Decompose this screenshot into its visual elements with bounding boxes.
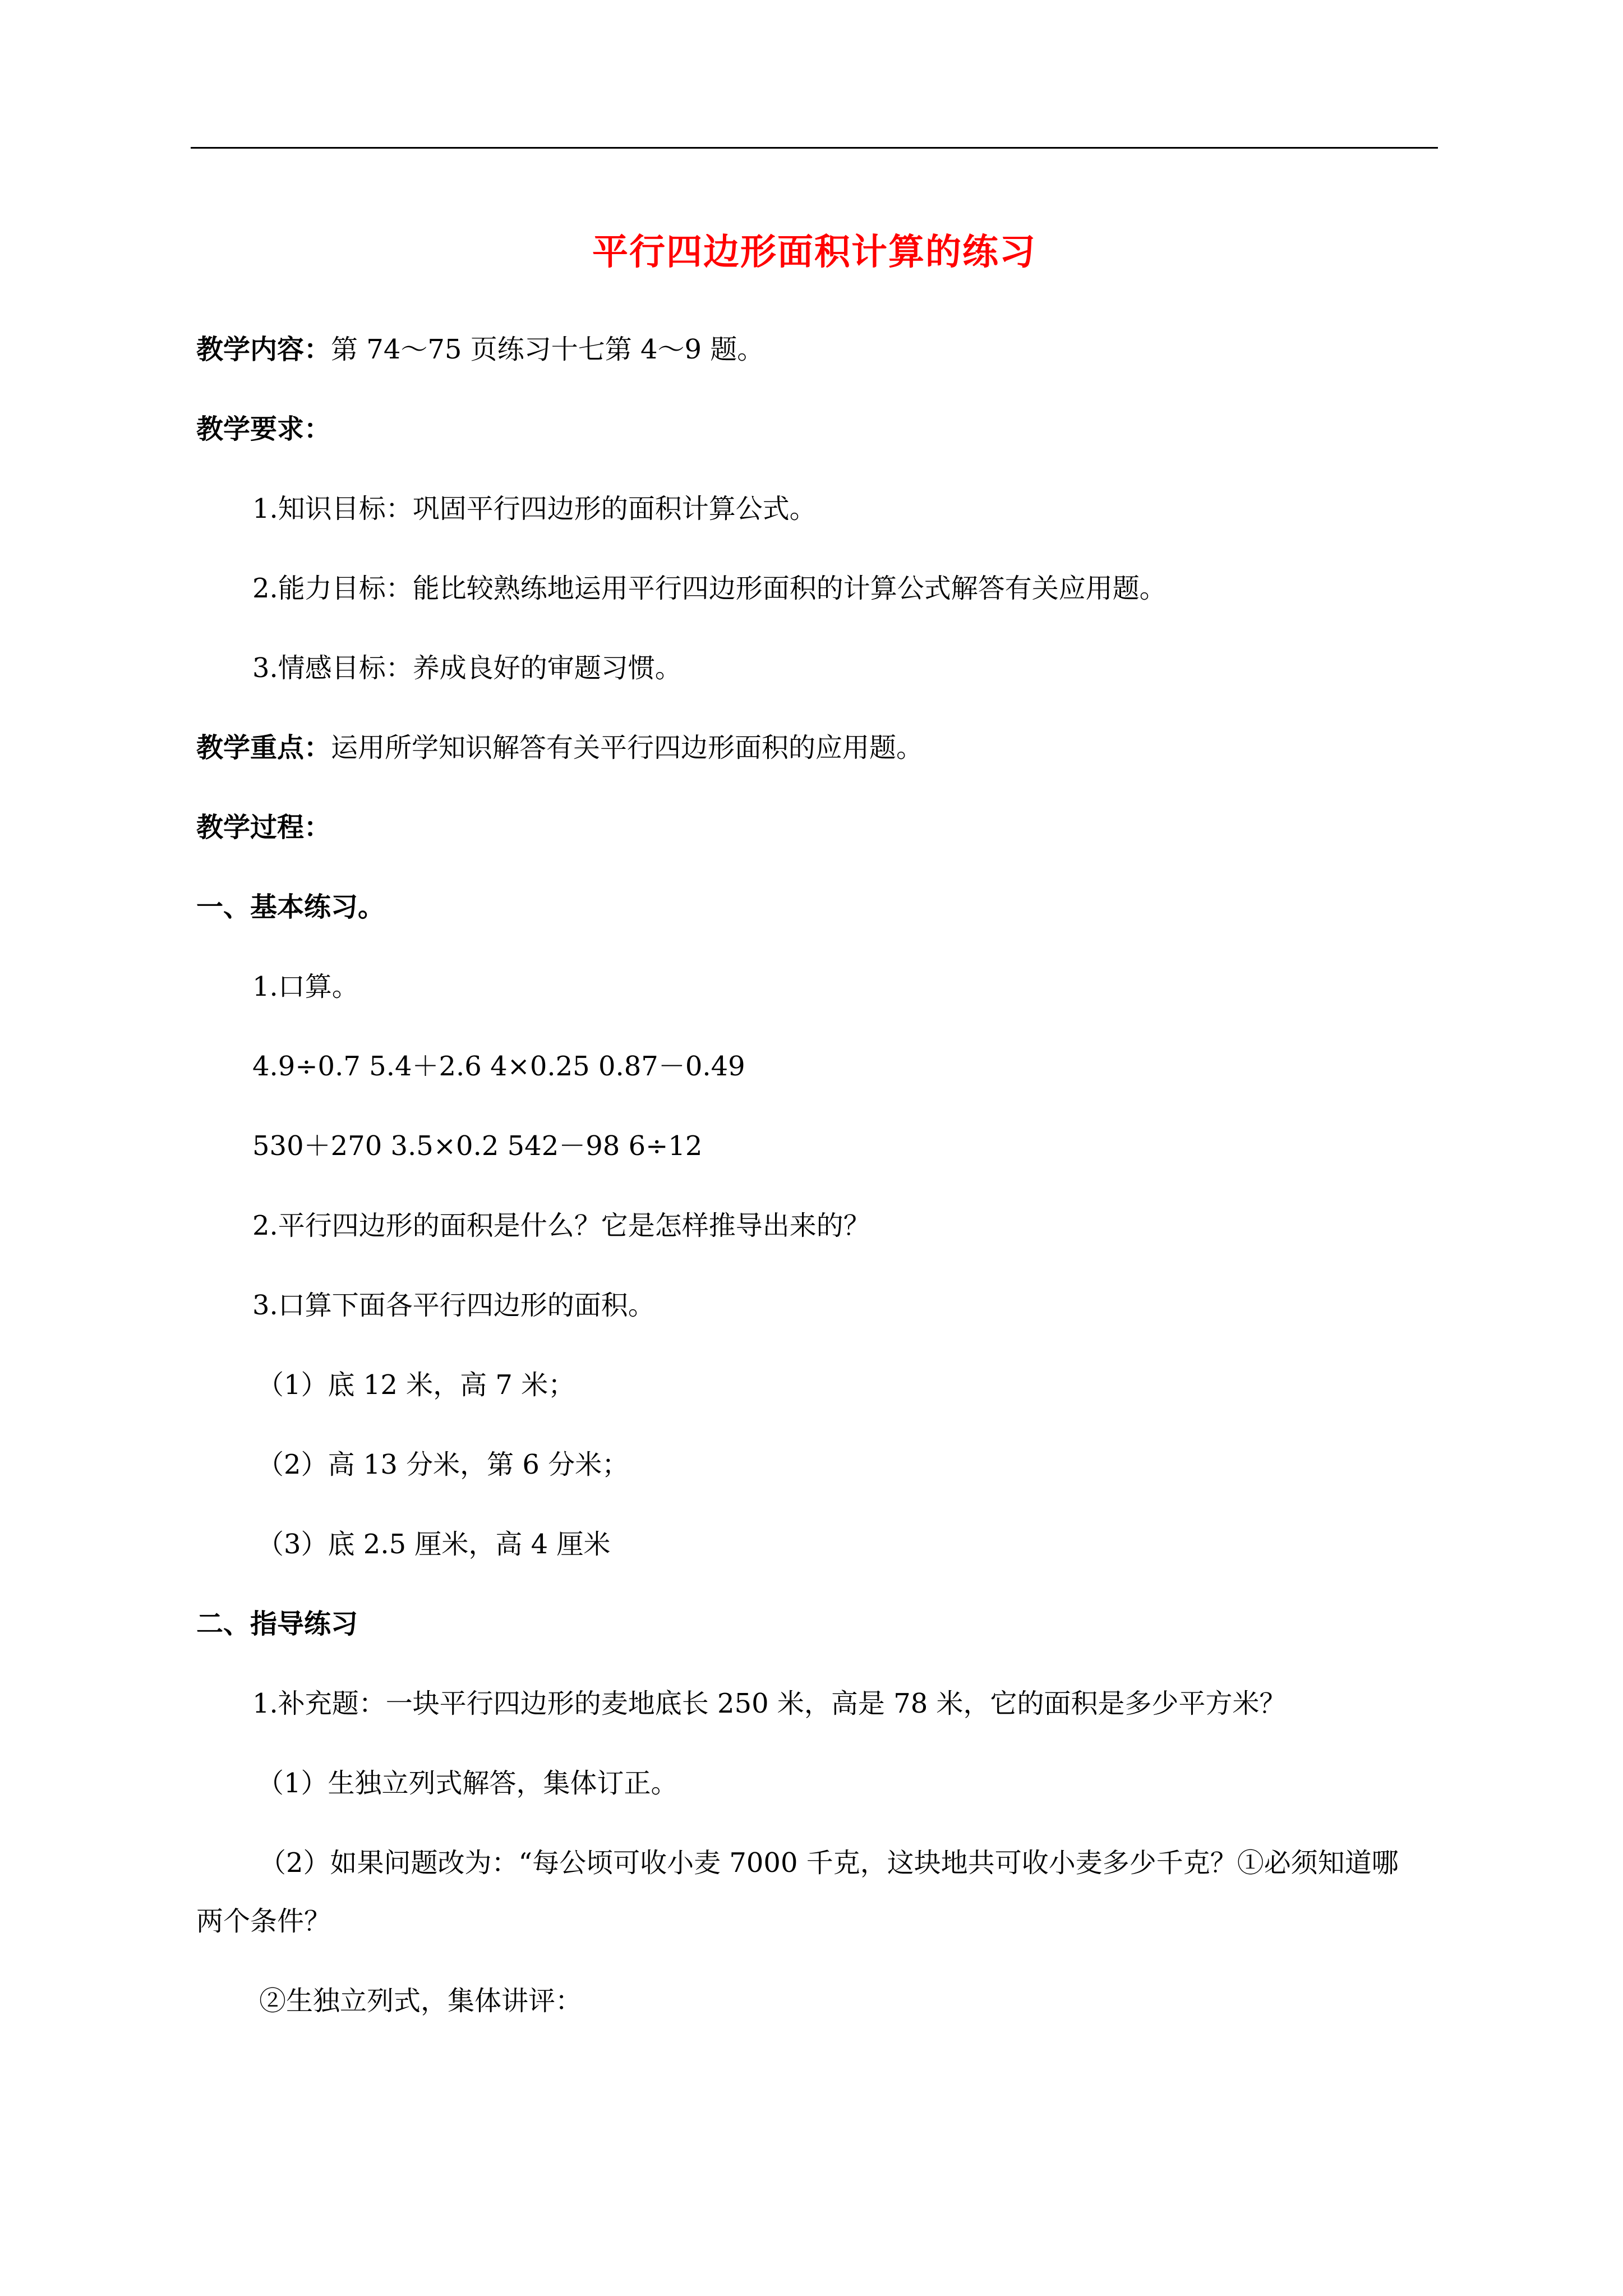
subitem-continuation: 两个条件？ [196,1906,331,1937]
subitem: ②生独立列式，集体讲评： [259,1985,583,2017]
calc-row: 530＋270 3.5×0.2 542－98 6÷12 [252,1130,703,1162]
teaching-requirements-label: 教学要求： [196,413,331,445]
subitem: （1）生独立列式解答，集体订正。 [257,1768,678,1799]
calc-row: 4.9÷0.7 5.4＋2.6 4×0.25 0.87－0.49 [252,1051,745,1082]
requirement-item: 3.情感目标：养成良好的审题习惯。 [252,652,682,684]
teaching-focus-text: 运用所学知识解答有关平行四边形面积的应用题。 [331,732,924,763]
requirement-item: 2.能力目标：能比较熟练地运用平行四边形面积的计算公式解答有关应用题。 [252,573,1166,604]
teaching-content-text: 第 74～75 页练习十七第 4～9 题。 [331,334,764,365]
section1-item-area-calc: 3.口算下面各平行四边形的面积。 [252,1290,655,1321]
subitem: （1）底 12 米，高 7 米； [257,1369,575,1401]
section1-item-oral-calc: 1.口算。 [252,971,359,1002]
section-heading-guided-practice: 二、指导练习 [196,1608,358,1640]
requirement-item: 1.知识目标：巩固平行四边形的面积计算公式。 [252,493,817,524]
section1-item-area-question: 2.平行四边形的面积是什么？它是怎样推导出来的？ [252,1210,870,1241]
section-heading-basic-practice: 一、基本练习。 [196,891,385,923]
teaching-focus [196,728,1438,767]
teaching-content [196,330,1438,369]
section2-item-supplementary: 1.补充题：一块平行四边形的麦地底长 250 米，高是 78 米，它的面积是多少平方米？ [252,1688,1287,1719]
subitem: （3）底 2.5 厘米，高 4 厘米 [257,1529,611,1560]
subitem: （2）高 13 分米，第 6 分米； [257,1449,629,1480]
document-title: 平行四边形面积计算的练习 [592,231,1036,273]
teaching-content-label: 教学内容： [196,334,331,365]
subitem: （2）如果问题改为：“每公顷可收小麦 7000 千克，这块地共可收小麦多少千克？①必须知道哪 [259,1847,1399,1879]
teaching-focus-label: 教学重点： [196,732,331,763]
header-rule [191,147,1438,149]
teaching-process-label: 教学过程： [196,812,331,843]
